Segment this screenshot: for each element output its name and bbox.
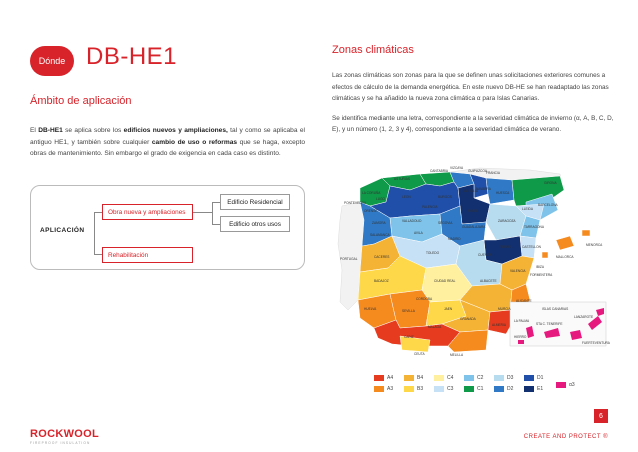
map-label: LA RIOJA xyxy=(464,189,478,193)
legend-code: A4 xyxy=(387,375,394,381)
map-label: NAVARRA xyxy=(476,187,491,191)
map-label: TOLEDO xyxy=(426,251,440,255)
scope-paragraph: El DB-HE1 se aplica sobre los edificios nuevos y ampliaciones, tal y como se aplicaba el antiguo HE1, y también sobre cualquier cambio de uso o reformas que se haga, excepto obras de mantenimiento. Sin embargo el grado de exigencia en cada caso es distinto. xyxy=(30,127,306,157)
map-label: VALLADOLID xyxy=(402,219,422,223)
connector-line xyxy=(94,212,95,254)
legend-item xyxy=(464,375,483,381)
zones-paragraphs xyxy=(332,70,614,136)
legend-swatch xyxy=(494,386,504,392)
map-label: MADRID xyxy=(448,237,461,241)
legend-item xyxy=(524,375,543,381)
legend-swatch xyxy=(404,375,414,381)
leaf-other-buildings: Edificio otros usos xyxy=(220,216,290,232)
map-label: PALENCIA xyxy=(422,205,438,209)
canarias-label: LA PALMA xyxy=(514,319,530,323)
map-label: ALICANTE xyxy=(516,299,532,303)
climate-zones-map xyxy=(330,160,615,360)
map-label: PONTEVEDRA xyxy=(344,201,366,205)
legend-code: D2 xyxy=(507,386,514,392)
zones-paragraph-2: Se identifica mediante una letra, correspondiente a la severidad climática de invierno (α, A, B, C, D, E), y un número (1, 2, 3 y 4), correspondiente a la severidad climática de verano. xyxy=(332,114,614,133)
legend-code: C4 xyxy=(447,375,454,381)
connector-line xyxy=(212,202,213,224)
leaf-residential-building: Edificio Residencial xyxy=(220,194,290,210)
legend-item xyxy=(434,375,453,381)
map-label: TERUEL xyxy=(500,245,513,249)
map-label: MALAGA xyxy=(428,325,442,329)
map-label: CEUTA xyxy=(414,352,425,356)
document-title: DB-HE1 xyxy=(86,43,178,70)
branch-rehabilitation: Rehabilitación xyxy=(102,247,193,263)
legend-code: C3 xyxy=(447,386,454,392)
map-label: MELILLA xyxy=(450,353,464,357)
logo-subline: FIREPROOF INSULATION xyxy=(30,441,91,445)
map-label: LUGO xyxy=(376,197,386,201)
island-menorca xyxy=(582,230,590,236)
legend-code: C1 xyxy=(477,386,484,392)
section-badge: Dónde xyxy=(30,46,74,76)
legend-item xyxy=(494,386,513,392)
map-label: MENORCA xyxy=(586,243,603,247)
legend-swatch xyxy=(494,375,504,381)
scope-heading: Ámbito de aplicación xyxy=(30,95,132,107)
map-label: CORDOBA xyxy=(416,297,433,301)
canarias-label: LANZAROTE xyxy=(574,315,594,319)
legend-swatch xyxy=(464,386,474,392)
page-number: 6 xyxy=(594,409,608,423)
legend-item xyxy=(374,375,393,381)
map-label: CACERES xyxy=(374,255,390,259)
rockwool-logo xyxy=(30,428,99,445)
connector-line xyxy=(94,212,102,213)
map-label: VIZCAYA xyxy=(450,166,464,170)
map-label: ZARAGOZA xyxy=(498,219,516,223)
canarias-label: STA C. TENERIFE xyxy=(536,322,563,326)
canarias-label: HIERRO xyxy=(514,335,527,339)
canarias-title: ISLAS CANARIAS xyxy=(542,307,569,311)
diagram-root-label: APLICACIÓN xyxy=(40,227,85,234)
legend-swatch xyxy=(524,375,534,381)
legend-item xyxy=(464,386,483,392)
map-label: VALENCIA xyxy=(510,269,526,273)
map-label: ASTURIAS xyxy=(394,177,410,181)
map-label: SEGOVIA xyxy=(438,221,453,225)
legend-item xyxy=(556,382,575,388)
map-label: CANTABRIA xyxy=(430,169,449,173)
map-label: ORENSE xyxy=(364,209,378,213)
legend-swatch xyxy=(434,375,444,381)
legend-swatch xyxy=(404,386,414,392)
map-label: IBIZA xyxy=(536,265,544,269)
map-label: BADAJOZ xyxy=(374,279,389,283)
map-label: BARCELONA xyxy=(538,203,558,207)
map-label: ALBACETE xyxy=(480,279,497,283)
map-label: MALLORCA xyxy=(556,255,574,259)
legend-code: E1 xyxy=(537,386,544,392)
island-ibiza xyxy=(542,252,548,258)
legend-swatch xyxy=(374,386,384,392)
map-label: CIUDAD REAL xyxy=(434,279,456,283)
map-label: PORTUGAL xyxy=(340,257,358,261)
map-label: CUENCA xyxy=(478,253,492,257)
map-label: GUADALAJARA xyxy=(462,225,486,229)
map-label: ZAMORA xyxy=(372,221,386,225)
climate-legend xyxy=(374,375,590,397)
connector-line xyxy=(94,254,102,255)
legend-item xyxy=(374,386,393,392)
map-label: HUESCA xyxy=(496,191,510,195)
zones-paragraph-1: Las zonas climáticas son zonas para la que se definen unas solicitaciones exteriores comunes a efectos de cálculo de la demanda energética. En este nuevo DB-HE se han readaptado las zonas climáticas y se ha añadido la nueva zona climática α para Islas Canarias. xyxy=(332,72,609,102)
connector-line xyxy=(193,212,212,213)
map-label: GRANADA xyxy=(460,317,476,321)
map-label: TARRAGONA xyxy=(524,225,544,229)
branch-new-construction: Obra nueva y ampliaciones xyxy=(102,204,193,220)
map-label: LA CORUÑA xyxy=(362,191,381,195)
legend-code: D1 xyxy=(537,375,544,381)
legend-swatch xyxy=(464,375,474,381)
legend-swatch xyxy=(434,386,444,392)
connector-line xyxy=(212,202,220,203)
legend-swatch xyxy=(374,375,384,381)
map-label: GIRONA xyxy=(544,181,557,185)
map-label: HUELVA xyxy=(364,307,377,311)
legend-code: A3 xyxy=(387,386,394,392)
logo-wordmark: ROCKWOOL xyxy=(30,428,100,440)
map-label: MURCIA xyxy=(498,307,511,311)
map-label: CADIZ xyxy=(404,335,414,339)
map-label: ALMERIA xyxy=(492,323,506,327)
legend-swatch xyxy=(556,382,566,388)
legend-item xyxy=(434,386,453,392)
map-label: SALAMANCA xyxy=(370,233,390,237)
connector-line xyxy=(212,224,220,225)
map-label: LEON xyxy=(402,195,411,199)
brand-tagline: CREATE AND PROTECT ® xyxy=(523,434,608,440)
legend-item xyxy=(524,386,543,392)
legend-item xyxy=(404,375,423,381)
map-label: JAEN xyxy=(444,307,453,311)
legend-code: D3 xyxy=(507,375,514,381)
legend-code: C2 xyxy=(477,375,484,381)
canarias-label: FUERTEVENTURA xyxy=(582,341,610,345)
map-label: GUIPUZCOA xyxy=(468,169,487,173)
island-mallorca xyxy=(556,236,574,250)
map-label: SEVILLA xyxy=(402,309,415,313)
legend-code: B4 xyxy=(417,375,424,381)
legend-code: α3 xyxy=(569,382,575,388)
legend-item xyxy=(404,386,423,392)
legend-item xyxy=(494,375,513,381)
map-label: CASTELLON xyxy=(522,245,541,249)
legend-swatch xyxy=(524,386,534,392)
map-label: AVILA xyxy=(414,231,423,235)
zones-heading: Zonas climáticas xyxy=(332,44,414,56)
map-label: FORMENTERA xyxy=(530,273,553,277)
island-hierro xyxy=(518,340,524,344)
map-label: SORIA xyxy=(468,209,478,213)
legend-code: B3 xyxy=(417,386,424,392)
map-label: FRANCIA xyxy=(486,171,500,175)
map-label: LLEIDA xyxy=(522,207,533,211)
map-label: BURGOS xyxy=(438,195,452,199)
spain-map-svg xyxy=(330,160,615,360)
